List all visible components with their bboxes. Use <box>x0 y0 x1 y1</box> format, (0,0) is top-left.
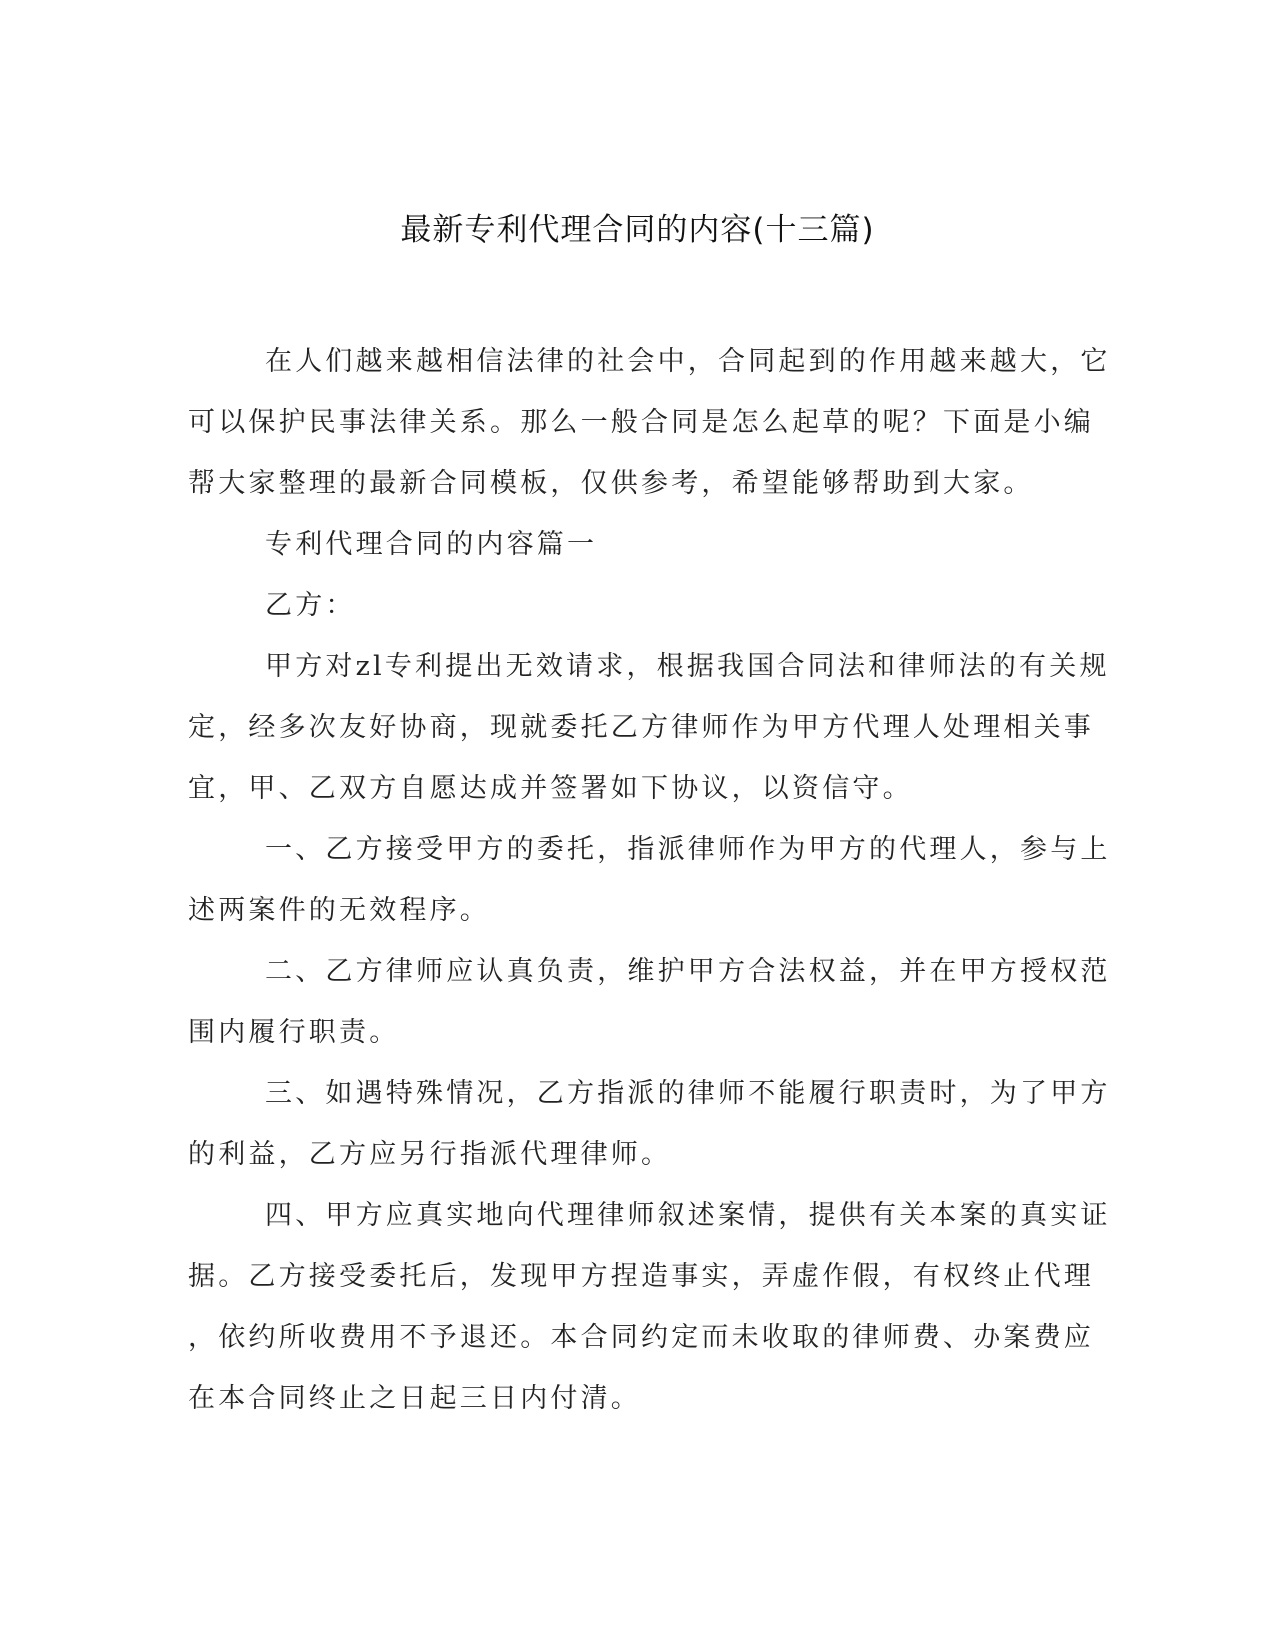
clause-3 <box>188 1063 1111 1185</box>
paragraph-line: 据。乙方接受委托后，发现甲方捏造事实，弄虚作假，有权终止代理 <box>188 1261 1094 1292</box>
paragraph-line: 定，经多次友好协商，现就委托乙方律师作为甲方代理人处理相关事 <box>188 712 1094 743</box>
clause-4 <box>188 1185 1111 1429</box>
paragraph-line: 乙方： <box>265 590 356 621</box>
paragraph-line: 二、乙方律师应认真负责，维护甲方合法权益，并在甲方授权范 <box>265 956 1111 987</box>
paragraph-line: 甲方对zl专利提出无效请求，根据我国合同法和律师法的有关规 <box>265 651 1110 682</box>
paragraph-intro <box>188 331 1111 514</box>
clause-2 <box>188 941 1111 1063</box>
document-title: 最新专利代理合同的内容(十三篇) <box>400 212 875 248</box>
paragraph-line: 围内履行职责。 <box>188 1017 400 1048</box>
party-b-label <box>188 575 1080 636</box>
document-body <box>188 331 1111 1429</box>
paragraph-preamble <box>188 636 1110 819</box>
paragraph-line: 在本合同终止之日起三日内付清。 <box>188 1383 641 1414</box>
paragraph-line: 帮大家整理的最新合同模板，仅供参考，希望能够帮助到大家。 <box>188 468 1034 499</box>
paragraph-line: 一、乙方接受甲方的委托，指派律师作为甲方的代理人，参与上 <box>265 834 1111 865</box>
paragraph-line: 述两案件的无效程序。 <box>188 895 490 926</box>
paragraph-line: 三、如遇特殊情况，乙方指派的律师不能履行职责时，为了甲方 <box>265 1078 1111 1109</box>
paragraph-line: 四、甲方应真实地向代理律师叙述案情，提供有关本案的真实证 <box>265 1200 1111 1231</box>
clause-1 <box>188 819 1111 941</box>
paragraph-line: 宜，甲、乙双方自愿达成并签署如下协议，以资信守。 <box>188 773 913 804</box>
section-heading <box>188 514 1080 575</box>
paragraph-line: 可以保护民事法律关系。那么一般合同是怎么起草的呢？下面是小编 <box>188 407 1094 438</box>
paragraph-line: 专利代理合同的内容篇一 <box>265 529 598 560</box>
paragraph-line: 在人们越来越相信法律的社会中，合同起到的作用越来越大，它 <box>265 346 1111 377</box>
paragraph-line: 的利益，乙方应另行指派代理律师。 <box>188 1139 672 1170</box>
paragraph-line: ，依约所收费用不予退还。本合同约定而未收取的律师费、办案费应 <box>188 1322 1094 1353</box>
